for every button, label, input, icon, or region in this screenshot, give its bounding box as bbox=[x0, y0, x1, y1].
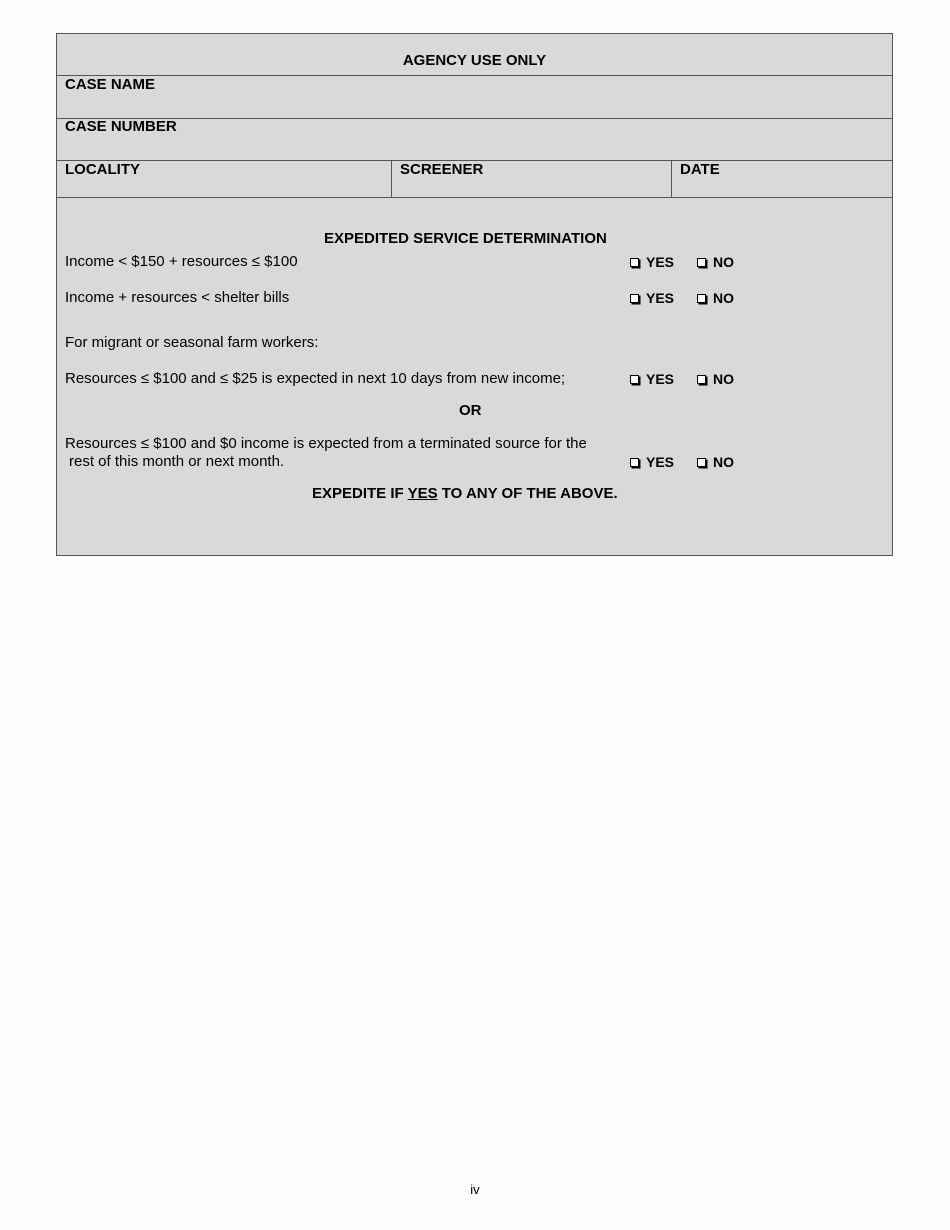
yes-option[interactable]: YES bbox=[630, 289, 674, 307]
yes-option[interactable]: YES bbox=[630, 370, 674, 388]
determination-title: EXPEDITED SERVICE DETERMINATION bbox=[324, 230, 607, 247]
column-divider bbox=[671, 160, 672, 197]
question-terminated-source-line2: rest of this month or next month. bbox=[69, 453, 285, 470]
screener-label: SCREENER bbox=[400, 161, 484, 178]
checkbox-icon[interactable] bbox=[630, 294, 639, 303]
divider bbox=[57, 197, 892, 198]
column-divider bbox=[391, 160, 392, 197]
checkbox-icon[interactable] bbox=[630, 458, 639, 467]
question-terminated-source-line1: Resources ≤ $100 and $0 income is expected from a terminated source for the bbox=[65, 435, 587, 452]
yes-option[interactable]: YES bbox=[630, 253, 674, 271]
question-shelter-bills: Income + resources < shelter bills bbox=[65, 289, 290, 306]
checkbox-icon[interactable] bbox=[697, 294, 706, 303]
no-option[interactable]: NO bbox=[697, 289, 734, 307]
question-new-income: Resources ≤ $100 and ≤ $25 is expected in next 10 days from new income; bbox=[65, 370, 566, 387]
checkbox-icon[interactable] bbox=[697, 375, 706, 384]
checkbox-icon[interactable] bbox=[697, 458, 706, 467]
divider bbox=[57, 75, 892, 76]
agency-use-form bbox=[56, 33, 893, 556]
expedite-instruction: EXPEDITE IF YES TO ANY OF THE ABOVE. bbox=[312, 485, 618, 502]
locality-label: LOCALITY bbox=[65, 161, 140, 178]
or-separator: OR bbox=[459, 402, 482, 419]
case-name-label: CASE NAME bbox=[65, 76, 156, 93]
checkbox-icon[interactable] bbox=[630, 258, 639, 267]
no-option[interactable]: NO bbox=[697, 453, 734, 471]
form-title: AGENCY USE ONLY bbox=[402, 52, 547, 69]
date-label: DATE bbox=[680, 161, 720, 178]
question-income-resources: Income < $150 + resources ≤ $100 bbox=[65, 253, 298, 270]
case-number-label: CASE NUMBER bbox=[65, 118, 177, 135]
yes-option[interactable]: YES bbox=[630, 453, 674, 471]
no-option[interactable]: NO bbox=[697, 370, 734, 388]
checkbox-icon[interactable] bbox=[630, 375, 639, 384]
page-number: iv bbox=[470, 1182, 480, 1197]
divider bbox=[57, 118, 892, 119]
no-option[interactable]: NO bbox=[697, 253, 734, 271]
migrant-workers-intro: For migrant or seasonal farm workers: bbox=[65, 334, 319, 351]
checkbox-icon[interactable] bbox=[697, 258, 706, 267]
